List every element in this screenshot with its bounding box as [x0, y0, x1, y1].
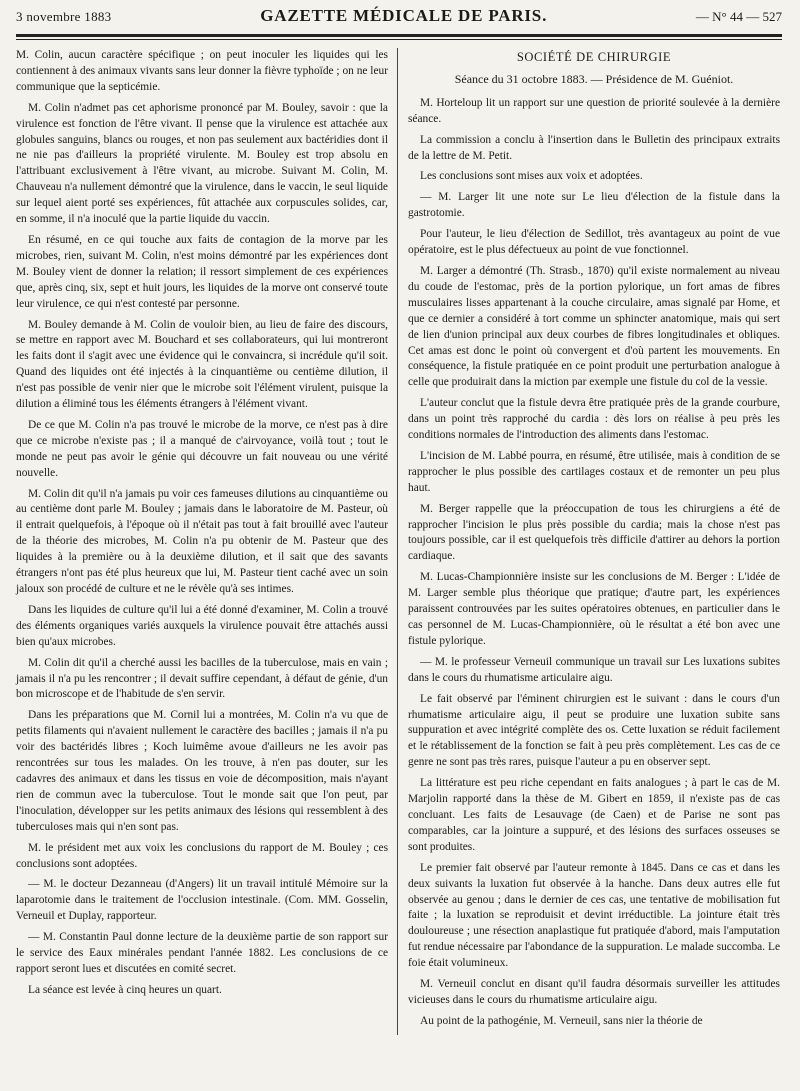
left-column: [16, 48, 397, 1035]
paragraph: M. le président met aux voix les conclusions du rapport de M. Bouley ; ces conclusions sont adoptées.: [16, 841, 388, 870]
paragraph: De ce que M. Colin n'a pas trouvé le microbe de la morve, ce n'est pas à dire que ce microbe n'existe pas ; il a manqué de c'airvoyance, voilà tout ; tout le monde ne peut pas avoir le génie qui découvre un fait nouveau ou une vérité nouvelle.: [16, 418, 388, 479]
paragraph: Dans les liquides de culture qu'il lui a été donné d'examiner, M. Colin a trouvé des éléments organiques variés auxquels la virulence pouvait être attachés aussi bien qu'aux microbes.: [16, 603, 388, 648]
paragraph: Le fait observé par l'éminent chirurgien est le suivant : dans le cours d'un rhumatisme articulaire aigu, il peut se produire une luxation subite sans suppuration et avec intégrité complète des os. Cette luxation se réduit facilement et le rétablissement de la fonction se fait à peu près complètement. Les cas de ce genre ne sont pas très rares, puisque l'auteur a pu en observer sept.: [408, 692, 780, 769]
right-column: [397, 48, 780, 1035]
issue-page-number: — N° 44 — 527: [695, 9, 782, 24]
paragraph: M. Horteloup lit un rapport sur une question de priorité soulevée à la dernière séance.: [408, 96, 780, 125]
paragraph: — M. le docteur Dezanneau (d'Angers) lit un travail intitulé Mémoire sur la laparotomie dans le traitement de l'occlusion intestinale. (Com. MM. Gosselin, Verneuil et Duplay, rapporteur.: [16, 878, 388, 923]
header-rule-thick: [16, 34, 782, 37]
paragraph: Au point de la pathogénie, M. Verneuil, sans nier la théorie de: [420, 1014, 703, 1027]
paragraph: M. Verneuil conclut en disant qu'il faudra désormais surveiller les attitudes vicieuses dans le cours du rhumatisme articulaire aigu.: [408, 978, 780, 1006]
paragraph: — M. Constantin Paul donne lecture de la deuxième partie de son rapport sur le service des Eaux minérales pendant l'année 1882. Les conclusions de ce rapport seront lues et discutées en comité secret.: [16, 931, 388, 975]
paragraph: En résumé, en ce qui touche aux faits de contagion de la morve par les microbes, rien, suivant M. Colin, n'est moins démontré par les expériences dont M. Bouley vient de donner la relation; il ressort simplement de ces expériences que, après cinq, six, sept et huit jours, les liquides de la morve ont conservé toute leur virulence, ce qui n'est contesté par personne.: [16, 233, 388, 310]
paragraph: L'auteur conclut que la fistule devra être pratiquée près de la grande courbure, dans un point très rapproché du cardia : dès lors on réalise à peu près les conditions normales de l'introduction des aliments dans l'estomac.: [408, 397, 780, 442]
two-column-body: [16, 48, 782, 1035]
section-heading: SOCIÉTÉ DE CHIRURGIE: [516, 50, 672, 64]
paragraph: — M. Larger lit une note sur Le lieu d'élection de la fistule dans la gastrotomie.: [408, 191, 780, 220]
paragraph: M. Colin dit qu'il n'a jamais pu voir ces fameuses dilutions au cinquantième ou au centième dont parle M. Bouley ; jamais dans le laboratoire de M. Pasteur, où il entrait quelquefois, à l'époque où il n'était pas tout à fait brouillé avec l'auteur de la théorie des microbes, M. Colin n'a pu obtenir de M. Pasteur que des liquides à la première ou à la deuxième dilution, et il sait que des savants étrangers n'ont pas été plus heureux que lui, M. Pasteur tient caché avec un soin jaloux son procédé de culture et ne le révèle qu'à ses intimes.: [16, 487, 388, 595]
page-header: [16, 6, 782, 32]
paragraph: La séance est levée à cinq heures un quart.: [28, 983, 222, 996]
paragraph: M. Colin n'admet pas cet aphorisme prononcé par M. Bouley, savoir : que la virulence est fonction de l'être vivant. Il pense que la virulence est attachée aux globules sanguins, blancs ou rouges, et non pas seulement aux bactéridies dont il ne nie pas d'ailleurs la propriété virulente. M. Bouley est trop absolu en l'attribuant exclusivement à l'être vivant, au microbe. Suivant M. Colin, M. Chauveau n'a nullement démontré que la virulence, dans le vaccin, le seul liquide sur lequel aient porté ses expériences, fût attachée aux corpuscules solides, car, en somme, il n'a inoculé que la partie liquide du vaccin.: [16, 101, 388, 226]
paragraph: — M. le professeur Verneuil communique un travail sur Les luxations subites dans le cours du rhumatisme articulaire aigu.: [408, 655, 780, 684]
paragraph: L'incision de M. Labbé pourra, en résumé, être utilisée, mais à condition de se rapprocher le plus possible des cartilages costaux et de remonter un peu plus haut.: [408, 449, 780, 494]
header-date: 3 novembre 1883: [16, 9, 112, 24]
paragraph: Pour l'auteur, le lieu d'élection de Sedillot, très avantageux au point de vue opératoire, est le plus défectueux au point de vue fonctionnel.: [408, 228, 780, 257]
paragraph: M. Berger rappelle que la préoccupation de tous les chirurgiens a été de rapprocher l'incision le plus près possible du cardia; mais la chose n'est pas toujours possible, car il est quelquefois très difficile d'attirer au dehors la portion cardiaque.: [408, 502, 780, 563]
paragraph: Les conclusions sont mises aux voix et adoptées.: [420, 170, 643, 183]
header-rule-thin: [16, 39, 782, 40]
paragraph: M. Lucas-Championnière insiste sur les conclusions de M. Berger : L'idée de M. Larger semble plus théorique que pratique; d'autre part, les expériences paraissent controuvées par les suites opératoires obtenues, en particulier dans le cas personnel de M. Lucas-Championnière, où le résultat a été bon avec une fistule pylorique.: [408, 571, 780, 647]
journal-title: GAZETTE MÉDICALE DE PARIS.: [260, 6, 548, 25]
paragraph: La littérature est peu riche cependant en faits analogues ; à part le cas de M. Marjolin rapporté dans la thèse de M. Gibert en 1859, il n'existe pas de cas concluant. Les faits de Lesauvage (de Caen) et de Parise ne sont pas comparables, car la jointure a suppuré, et des lésions des surfaces osseuses se sont produites.: [408, 777, 780, 853]
paragraph: M. Bouley demande à M. Colin de vouloir bien, au lieu de faire des discours, se mettre en rapport avec M. Bouchard et ses collaborateurs, qui lui montreront les faits dont il s'agit avec une évidence qui le convaincra, si incrédule qu'il soit. Quand des liquides ont été injectés à la cinquantième ou centième dilution, il n'est pas possible de venir nier que le microbe soit l'élément virulent, puisque la dilution a éliminé tous les éléments étrangers à l'élément vivant.: [16, 318, 388, 411]
session-line: Séance du 31 octobre 1883. — Présidence de M. Guéniot.: [454, 71, 734, 86]
paragraph: M. Larger a démontré (Th. Strasb., 1870) qu'il existe normalement au niveau du coude de l'estomac, près de la portion pylorique, un fort amas de fibres musculaires lisses appartenant à la couche circulaire, amas signalé par Home, et que ce dernier a considéré à tort comme un sphincter anatomique, mais qui sert de lien d'union principal aux deux courbes de fibres longitudinales et obliques. Cet amas est donc le point où convergent et d'où partent les mouvements. En conséquence, la fistule pratiquée en ce point produit une perturbation analogue à celle que produirait dans la miction par exemple une fistule du col de la vessie.: [408, 264, 780, 389]
paragraph: M. Colin dit qu'il a cherché aussi les bacilles de la tuberculose, mais en vain ; jamais il n'a pu les rencontrer ; il devait suffire cependant, à défaut de génie, d'un bon microscope et de l'habitude de s'en servir.: [16, 656, 388, 701]
paragraph: La commission a conclu à l'insertion dans le Bulletin des principaux extraits de la lettre de M. Petit.: [408, 133, 780, 162]
paragraph: Le premier fait observé par l'auteur remonte à 1845. Dans ce cas et dans les deux suivants la luxation fut observée à la hanche. Dans deux autres elle fut observée au genou ; dans le dernier de ces cas, une tentative de mobilisation fut faite ; la luxation se reproduisit et devint irréductible. La jointure était très douloureuse ; une résection anaplastique fut pratiquée d'abord, mais l'amputation fut rendue nécessaire par l'abondance de la suppuration. Le malade succomba. Le foie était volumineux.: [408, 861, 780, 970]
paragraph: Dans les préparations que M. Cornil lui a montrées, M. Colin n'a vu que de petits filaments qui n'avaient nullement le caractère des bacilles ; jamais il n'a pu voir des bactéridés libres ; Koch luimême avoue d'ailleurs ne les avoir pas rencontrées sur tous les malades. On les trouve, à n'en pas douter, sur les cadavres des animaux et dans les tissus en voie de décomposition, mais n'ayant rien de commun avec la tuberculose. Tout le monde sait que l'on peut, par l'inoculation, développer sur les petits animaux des lésions qui ressemblent à des tuberculoses mais qui n'en sont pas.: [16, 709, 388, 833]
paragraph: M. Colin, aucun caractère spécifique ; on peut inoculer les liquides qui les contiennent à des animaux vivants sans leur donner la fièvre typhoïde ; on ne leur communique que la septicémie.: [16, 49, 388, 93]
